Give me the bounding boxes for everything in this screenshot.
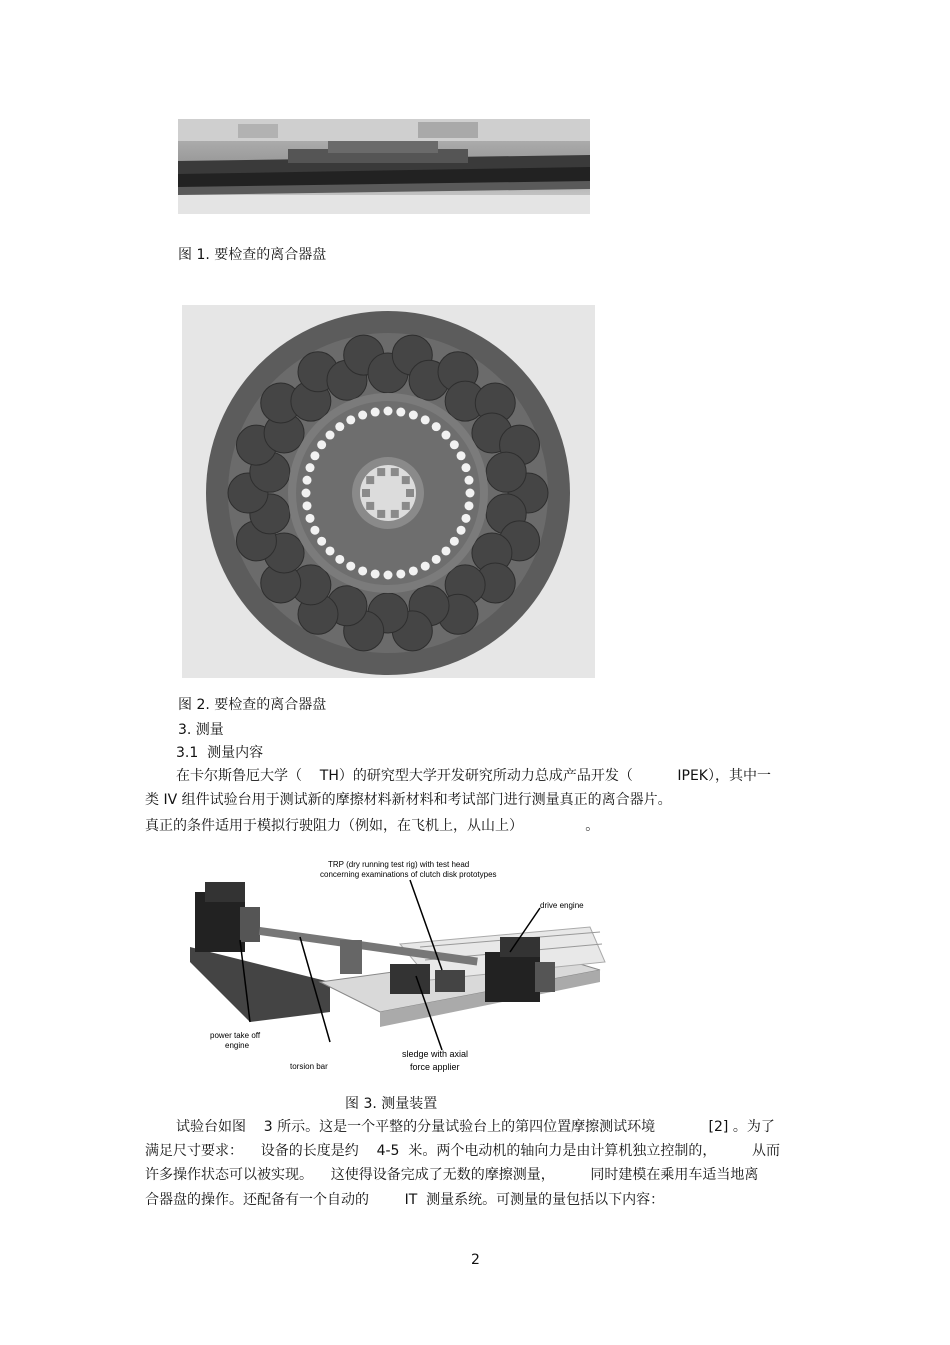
paragraph-2-line-3: 许多操作状态可以被实现。 这使得设备完成了无数的摩擦测量， 同时建模在乘用车适当地离 <box>145 1167 759 1183</box>
figure-1-photo <box>178 119 590 214</box>
paragraph-1-line-1: 在卡尔斯鲁厄大学（ TH）的研究型大学开发研究所动力总成产品开发（ IPEK），其中一 <box>176 768 771 784</box>
section-heading: 3. 测量 <box>178 722 224 738</box>
label-drive-engine: drive engine <box>540 901 584 910</box>
label-pto-line-1: power take off <box>210 1031 261 1040</box>
paragraph-2-line-4: 合器盘的操作。还配备有一个自动的 IT 测量系统。可测量的量包括以下内容： <box>145 1192 665 1208</box>
label-sledge-line-2: force applier <box>410 1062 460 1072</box>
label-trp-line-1: TRP (dry running test rig) with test head <box>328 860 470 869</box>
figure-3-diagram <box>180 852 610 1078</box>
label-torsion-bar: torsion bar <box>290 1062 328 1071</box>
figure-2-caption: 图 2. 要检查的离合器盘 <box>178 697 327 713</box>
label-trp-line-2: concerning examinations of clutch disk prototypes <box>320 870 497 879</box>
paragraph-2-line-1: 试验台如图 3 所示。这是一个平整的分量试验台上的第四位置摩擦测试环境 [2] 。为了 <box>176 1119 775 1135</box>
subsection-heading: 3.1 测量内容 <box>176 745 264 761</box>
figure-3-caption: 图 3. 测量装置 <box>345 1096 438 1112</box>
figure-1-caption: 图 1. 要检查的离合器盘 <box>178 247 327 263</box>
label-pto-line-2: engine <box>225 1041 250 1050</box>
figure-2-photo <box>182 305 595 678</box>
paragraph-1-line-3: 真正的条件适用于模拟行驶阻力（例如，在飞机上，从山上） 。 <box>145 818 600 834</box>
paragraph-1-line-2: 类 IV 组件试验台用于测试新的摩擦材料新材料和考试部门进行测量真正的离合器片。 <box>145 792 672 808</box>
page-number: 2 <box>471 1252 480 1268</box>
paragraph-2-line-2: 满足尺寸要求： 设备的长度是约 4-5 米。两个电动机的轴向力是由计算机独立控制的， 从而 <box>145 1143 780 1159</box>
label-sledge-line-1: sledge with axial <box>402 1049 469 1059</box>
